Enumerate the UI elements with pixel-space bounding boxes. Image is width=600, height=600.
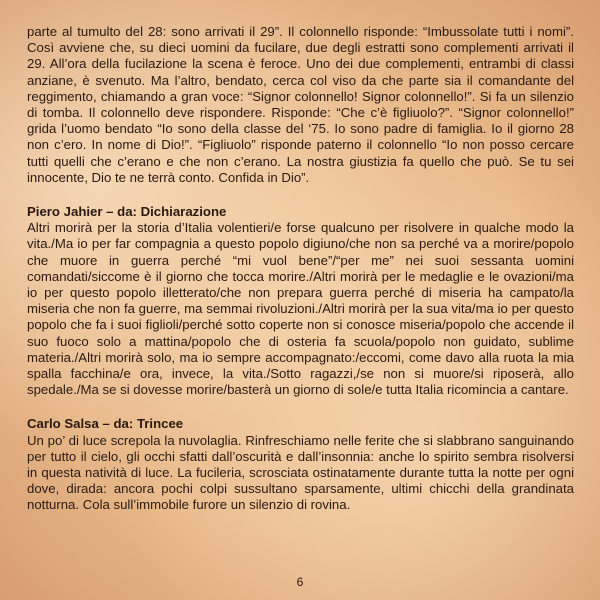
section-jahier xyxy=(27,204,574,398)
section-paragraph: Altri morirà per la storia d’Italia volentieri/e forse qualcuno per risolvere in qualche modo la vita./Ma io per far compagnia a questo popolo digiuno/che non sa perché va a morire/popolo che muore in guerra perché “mi vuol bene”/“per me” nei suoi sessanta uomini comandati/siccome è il giorno che tocca morire./Altri morirà per le medaglie e le ovazioni/ma io per questo popolo illetterato/che non prepara guerra perché di miseria ha campato/la miseria che non fa guerre, ma semmai rivoluzioni./Altri morirà per la sua vita/ma io per questo popolo che fa i suoi figlioli/perché sotto coperte non si conosce miseria/popolo che accende il suo fuoco solo a mattina/popolo che di osteria fa scuola/popolo non guidato, sublime materia./Altri morirà solo, ma io sempre accompagnato:/eccomi, come davo alla ruota la mia spalla facchina/e ora, invece, la vita./Sotto ragazzi,/se non si muore/si riposerà, allo spedale./Ma se si dovesse morire/basterà un giorno di sole/e tutta Italia ricomincia a cantare. xyxy=(27,220,574,398)
section-paragraph: Un po’ di luce screpola la nuvolaglia. Rinfreschiamo nelle ferite che si slabbrano sanguinando per tutto il cielo, gli occhi sfatti dall’oscurità e dall’insonnia: anche lo spirito sembra risolversi in questa natività di luce. La fucileria, scrosciata ostinatamente durante tutta la notte per ogni dove, dirada: ancora pochi colpi sussultano sparsamente, ultimi chicchi della grandinata notturna. Cola sull’immobile furore un silenzio di rovina. xyxy=(27,432,574,513)
page-body xyxy=(27,24,574,514)
page-number: 6 xyxy=(296,575,304,589)
section-heading: Piero Jahier – da: Dichiarazione xyxy=(27,204,227,220)
section-heading: Carlo Salsa – da: Trincee xyxy=(27,416,184,432)
intro-paragraph: parte al tumulto del 28: sono arrivati il 29”. Il colonnello risponde: “Imbussolate tutti i nomi”. Così avviene che, su dieci uomini da fucilare, due degli estratti sono complementi arrivati il 29. All’ora della fucilazione la scena è feroce. Uno dei due complementi, entrambi di classi anziane, è svenuto. Ma l’altro, bendato, cerca col viso da che parte sia il comandante del reggimento, chiamando a gran voce: “Signor colonnello! Signor colonnello!”. Si fa un silenzio di tomba. Il colonnello deve rispondere. Risponde: “Che c’è figliuolo?”. “Signor colonnello!” grida l’uomo bendato “Io sono della classe del ‘75. Io sono padre di famiglia. Io il giorno 28 non c’ero. In nome di Dio!”. “Figliuolo” risponde paterno il colonnello “Io non posso cercare tutti quelli che c’erano e che non c’erano. La nostra giustizia fa quello che può. Se tu sei innocente, Dio te ne terrà conto. Confida in Dio”. xyxy=(27,24,574,185)
section-salsa xyxy=(27,416,574,513)
